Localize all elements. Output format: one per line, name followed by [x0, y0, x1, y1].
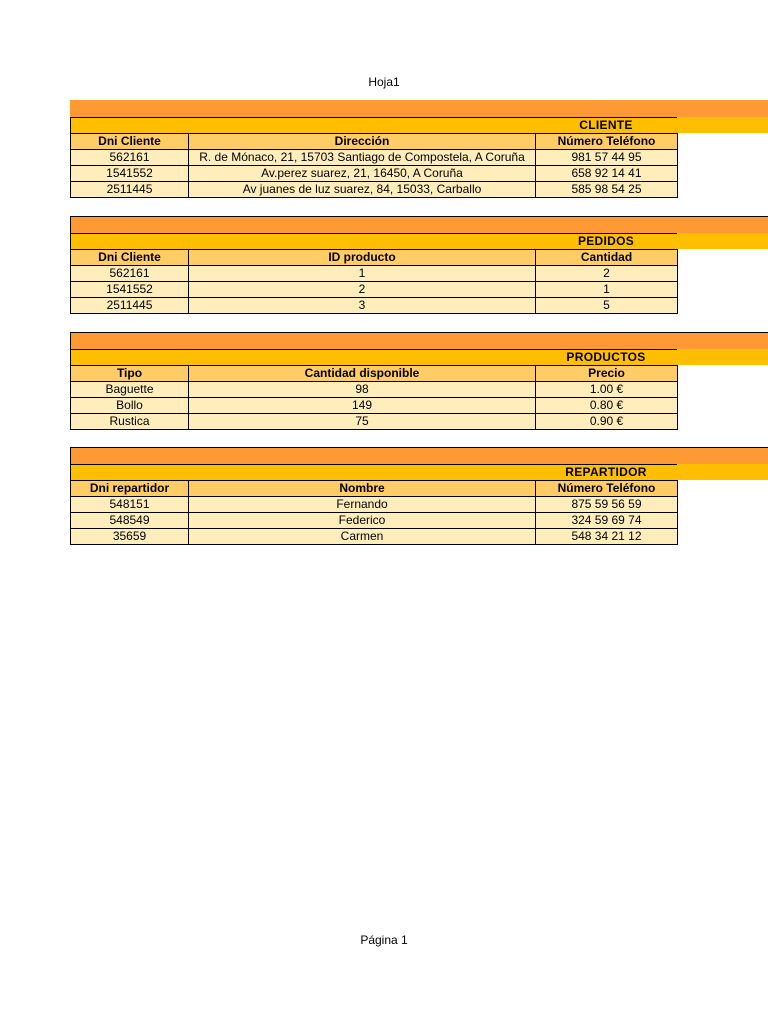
table-title: PRODUCTOS — [566, 350, 646, 364]
table-section-pedidos — [70, 216, 768, 314]
table-row — [71, 529, 678, 545]
section-title-band — [70, 464, 768, 480]
sheet-title: Hoja1 — [368, 75, 400, 89]
table-cell[interactable]: 981 57 44 95 — [536, 150, 678, 166]
table-title: PEDIDOS — [577, 234, 635, 248]
table-cell[interactable]: 585 98 54 25 — [536, 182, 678, 198]
data-table — [70, 133, 678, 198]
table-section-repartidor — [70, 447, 768, 545]
table-row — [71, 497, 678, 513]
table-cell[interactable]: 1.00 € — [536, 382, 678, 398]
table-cell[interactable]: 5 — [536, 298, 678, 314]
header-row — [71, 134, 678, 150]
table-cell[interactable]: 1541552 — [71, 282, 189, 298]
table-cell[interactable]: 562161 — [71, 266, 189, 282]
table-title: CLIENTE — [579, 118, 633, 132]
column-header[interactable]: Cantidad disponible — [189, 366, 536, 382]
table-cell[interactable]: 35659 — [71, 529, 189, 545]
table-row — [71, 414, 678, 430]
table-title: REPARTIDOR — [565, 465, 647, 479]
table-row — [71, 398, 678, 414]
section-header-band — [70, 447, 768, 464]
table-cell[interactable]: Av.perez suarez, 21, 16450, A Coruña — [189, 166, 536, 182]
table-cell[interactable]: 1 — [536, 282, 678, 298]
table-cell[interactable]: 149 — [189, 398, 536, 414]
table-cell[interactable]: 0.80 € — [536, 398, 678, 414]
column-header[interactable]: Número Teléfono — [536, 134, 678, 150]
table-cell[interactable]: 3 — [189, 298, 536, 314]
table-section-productos — [70, 332, 768, 430]
column-header[interactable]: Número Teléfono — [536, 481, 678, 497]
table-row — [71, 513, 678, 529]
section-header-band — [70, 216, 768, 233]
section-header-band — [70, 100, 768, 117]
table-cell[interactable]: Fernando — [189, 497, 536, 513]
column-header[interactable]: Dni Cliente — [71, 134, 189, 150]
table-cell[interactable]: Bollo — [71, 398, 189, 414]
table-cell[interactable]: 548151 — [71, 497, 189, 513]
column-header[interactable]: Precio — [536, 366, 678, 382]
header-row — [71, 481, 678, 497]
table-section-cliente — [70, 100, 768, 198]
column-header[interactable]: Nombre — [189, 481, 536, 497]
table-cell[interactable]: 2511445 — [71, 182, 189, 198]
table-cell[interactable]: 658 92 14 41 — [536, 166, 678, 182]
table-cell[interactable]: 1541552 — [71, 166, 189, 182]
column-header[interactable]: Dirección — [189, 134, 536, 150]
table-row — [71, 166, 678, 182]
table-cell[interactable]: 2 — [536, 266, 678, 282]
table-cell[interactable]: R. de Mónaco, 21, 15703 Santiago de Compostela, A Coruña — [189, 150, 536, 166]
table-row — [71, 150, 678, 166]
column-header[interactable]: Tipo — [71, 366, 189, 382]
table-row — [71, 182, 678, 198]
section-title-band — [70, 233, 768, 249]
table-row — [71, 266, 678, 282]
table-cell[interactable]: 75 — [189, 414, 536, 430]
column-header[interactable]: Dni Cliente — [71, 250, 189, 266]
table-row — [71, 282, 678, 298]
header-row — [71, 366, 678, 382]
section-header-band — [70, 332, 768, 349]
header-row — [71, 250, 678, 266]
table-row — [71, 298, 678, 314]
table-row — [71, 382, 678, 398]
table-cell[interactable]: 324 59 69 74 — [536, 513, 678, 529]
table-cell[interactable]: 1 — [189, 266, 536, 282]
column-header[interactable]: Dni repartidor — [71, 481, 189, 497]
table-cell[interactable]: 548 34 21 12 — [536, 529, 678, 545]
table-cell[interactable]: 2 — [189, 282, 536, 298]
data-table — [70, 249, 678, 314]
data-table — [70, 480, 678, 545]
section-title-band — [70, 117, 768, 133]
table-cell[interactable]: Federico — [189, 513, 536, 529]
table-cell[interactable]: Baguette — [71, 382, 189, 398]
column-header[interactable]: Cantidad — [536, 250, 678, 266]
table-cell[interactable]: 875 59 56 59 — [536, 497, 678, 513]
table-cell[interactable]: 548549 — [71, 513, 189, 529]
table-cell[interactable]: Rustica — [71, 414, 189, 430]
data-table — [70, 365, 678, 430]
table-cell[interactable]: 562161 — [71, 150, 189, 166]
table-cell[interactable]: Carmen — [189, 529, 536, 545]
table-cell[interactable]: 98 — [189, 382, 536, 398]
table-cell[interactable]: Av juanes de luz suarez, 84, 15033, Carballo — [189, 182, 536, 198]
column-header[interactable]: ID producto — [189, 250, 536, 266]
section-title-band — [70, 349, 768, 365]
page-footer: Página 1 — [360, 933, 408, 947]
table-cell[interactable]: 2511445 — [71, 298, 189, 314]
table-cell[interactable]: 0.90 € — [536, 414, 678, 430]
